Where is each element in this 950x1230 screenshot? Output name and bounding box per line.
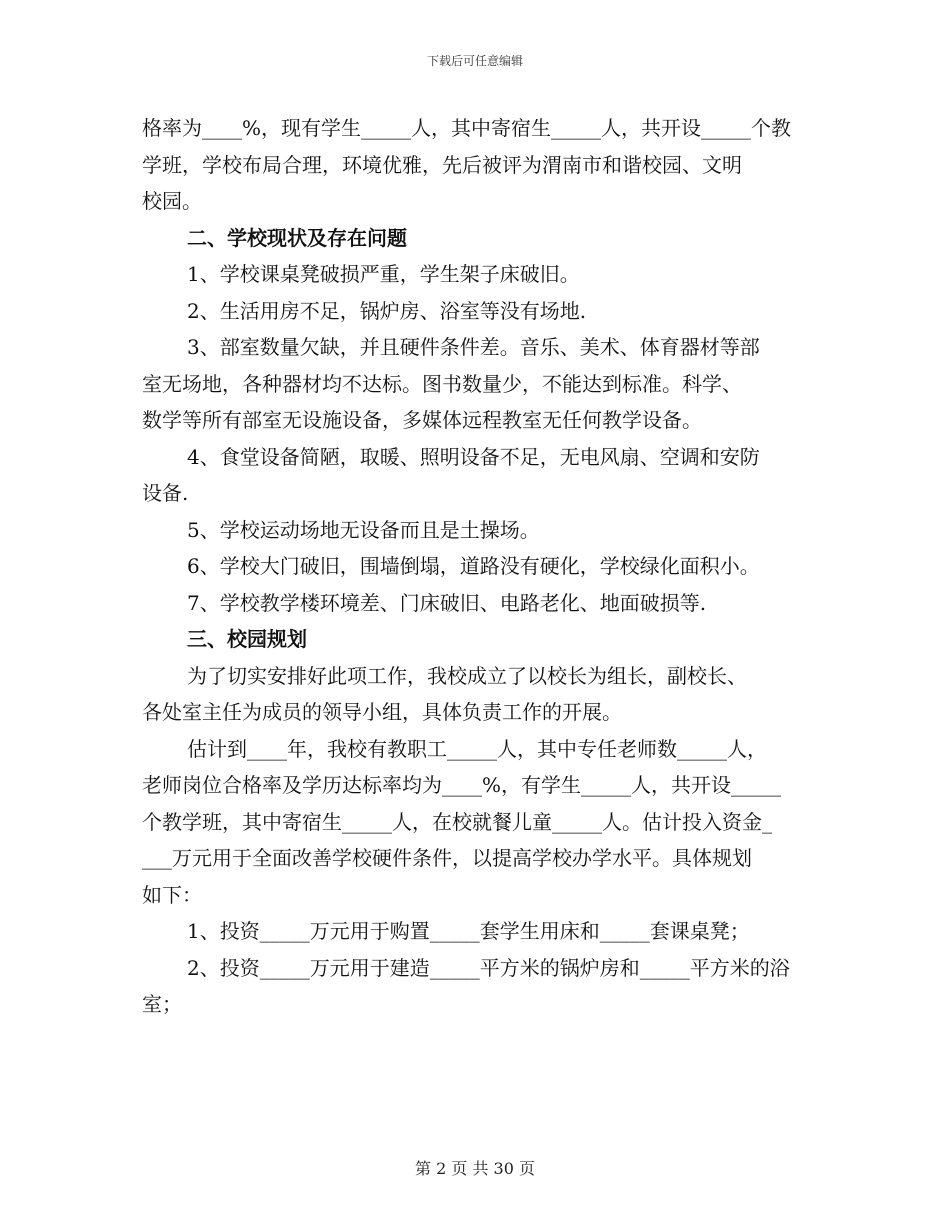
- list-item: 6、学校大门破旧，围墙倒塌，道路没有硬化，学校绿化面积小。: [187, 554, 760, 578]
- section-heading: 三、校园规划: [187, 627, 307, 651]
- text-line: 室；: [142, 992, 182, 1016]
- list-item: 2、生活用房不足，锅炉房、浴室等没有场地.: [187, 298, 587, 323]
- text-line: 校园。: [142, 189, 202, 213]
- text-line: 室无场地，各种器材均不达标。图书数量少，不能达到标准。科学、: [142, 371, 742, 396]
- document-body: [142, 110, 814, 1023]
- text-line: 个教学班，其中寄宿生_____人，在校就餐儿童_____人。估计投入资金_: [142, 809, 772, 834]
- list-item: 4、食堂设备简陋，取暖、照明设备不足，无电风扇、空调和安防: [187, 444, 760, 469]
- text-line: 学班，学校布局合理，环境优雅，先后被评为渭南市和谐校园、文明: [142, 152, 742, 177]
- list-item: 1、投资_____万元用于购置_____套学生用床和_____套课桌凳；: [187, 919, 750, 943]
- page-footer: 第 2 页 共 30 页: [415, 1159, 535, 1178]
- section-heading: 二、学校现状及存在问题: [187, 225, 407, 250]
- text-line: 设备.: [142, 481, 189, 505]
- list-item: 2、投资_____万元用于建造_____平方米的锅炉房和_____平方米的浴: [187, 955, 790, 980]
- paragraph-line: 为了切实安排好此项工作，我校成立了以校长为组长，副校长、: [187, 663, 747, 688]
- text-line: 数学等所有部室无设施设备，多媒体远程教室无任何教学设备。: [142, 408, 702, 432]
- page-header: 下载后可任意编辑: [426, 54, 523, 68]
- list-item: 7、学校教学楼环境差、门床破旧、电路老化、地面破损等.: [187, 590, 707, 615]
- list-item: 1、学校课桌凳破损严重，学生架子床破旧。: [187, 262, 580, 286]
- text-line: 老师岗位合格率及学历达标率均为____%，有学生_____人，共开设_____: [142, 773, 782, 797]
- text-line: 如下：: [142, 882, 202, 907]
- list-item: 3、部室数量欠缺，并且硬件条件差。音乐、美术、体育器材等部: [187, 335, 760, 359]
- list-item: 5、学校运动场地无设备而且是土操场。: [187, 517, 540, 542]
- text-line: ___万元用于全面改善学校硬件条件，以提高学校办学水平。具体规划: [142, 846, 752, 870]
- text-line: 各处室主任为成员的领导小组，具体负责工作的开展。: [142, 700, 622, 724]
- paragraph-line: 估计到____年，我校有教职工_____人，其中专任老师数_____人，: [187, 736, 767, 761]
- text-line: 格率为____%，现有学生_____人，其中寄宿生_____人，共开设_____个教: [142, 116, 792, 140]
